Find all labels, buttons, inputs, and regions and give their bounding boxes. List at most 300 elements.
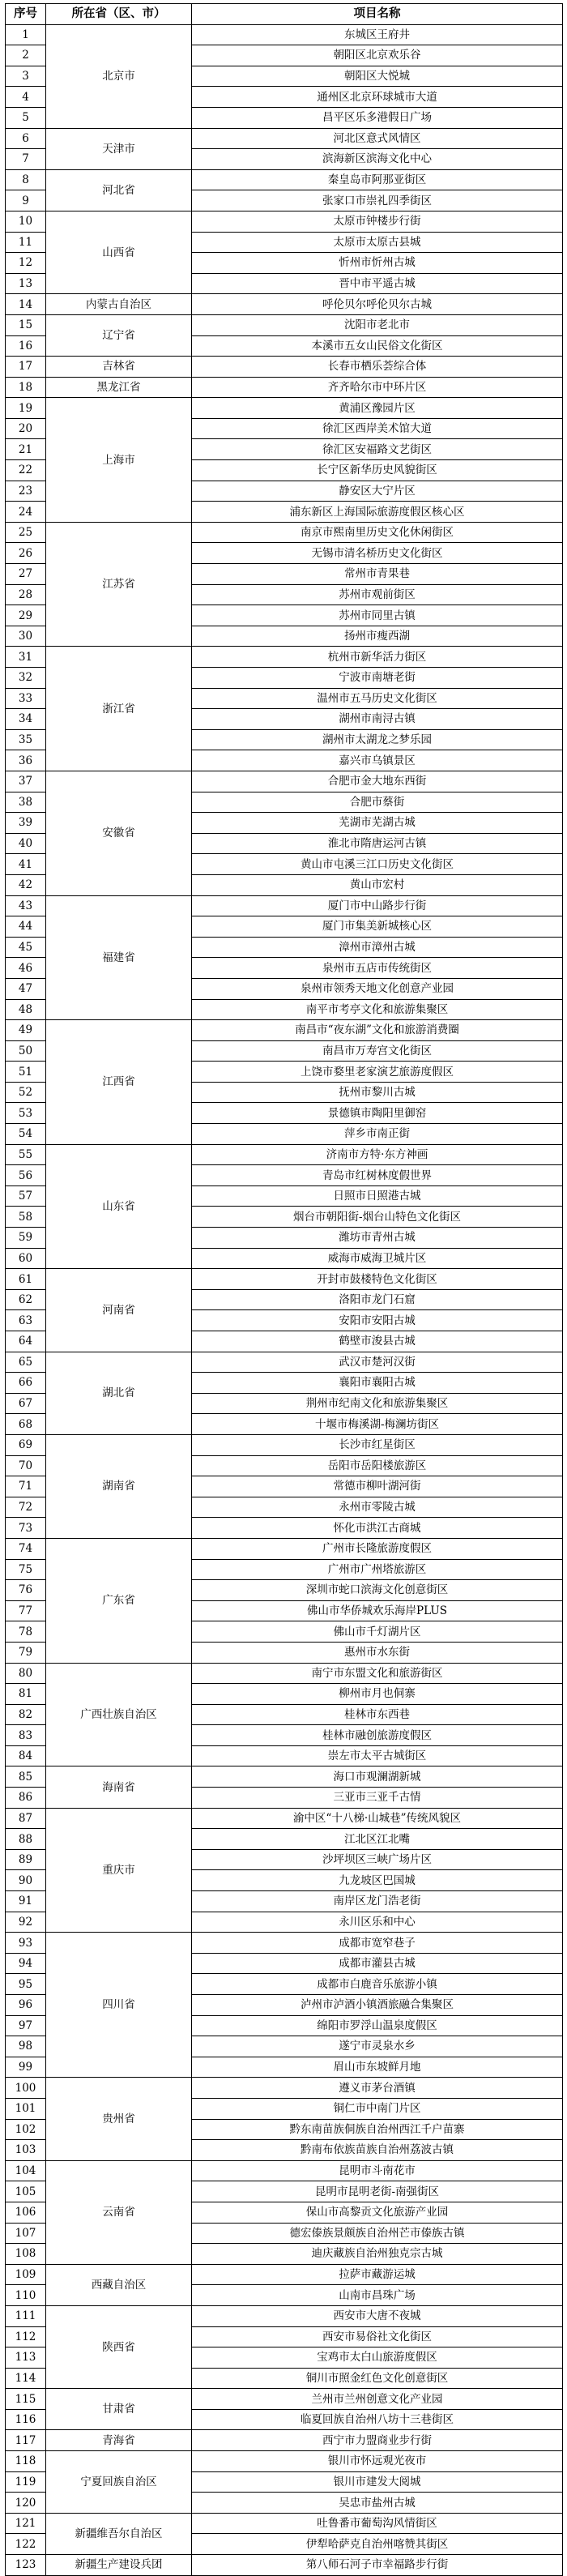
project-name-cell: 长宁区新华历史风貌街区 xyxy=(192,460,563,481)
table-row xyxy=(6,2513,563,2534)
row-index: 9 xyxy=(6,190,46,211)
row-index: 97 xyxy=(6,2015,46,2036)
table-row xyxy=(6,1020,563,1041)
row-index: 42 xyxy=(6,874,46,895)
province-cell: 湖南省 xyxy=(46,1434,192,1538)
row-index: 22 xyxy=(6,460,46,481)
row-index: 50 xyxy=(6,1040,46,1062)
header-project-name: 项目名称 xyxy=(192,4,563,25)
project-name-cell: 武汉市楚河汉街 xyxy=(192,1352,563,1373)
row-index: 119 xyxy=(6,2471,46,2493)
project-name-cell: 芜湖市芜湖古城 xyxy=(192,813,563,834)
project-name-cell: 怀化市洪江古商城 xyxy=(192,1518,563,1539)
project-name-cell: 温州市五马历史文化街区 xyxy=(192,688,563,709)
project-name-cell: 柳州市月也侗寨 xyxy=(192,1684,563,1705)
row-index: 109 xyxy=(6,2264,46,2285)
project-name-cell: 萍乡市南正街 xyxy=(192,1124,563,1145)
project-name-cell: 无锡市清名桥历史文化街区 xyxy=(192,543,563,564)
project-name-cell: 十堰市梅溪湖-梅澜坊街区 xyxy=(192,1414,563,1435)
project-name-cell: 济南市方特·东方神画 xyxy=(192,1144,563,1165)
row-index: 31 xyxy=(6,647,46,668)
row-index: 21 xyxy=(6,439,46,460)
province-cell: 江西省 xyxy=(46,1020,192,1145)
row-index: 12 xyxy=(6,253,46,274)
row-index: 112 xyxy=(6,2326,46,2347)
project-name-cell: 永州市零陵古城 xyxy=(192,1497,563,1518)
province-cell: 江苏省 xyxy=(46,522,192,647)
project-name-cell: 沙坪坝区三峡广场片区 xyxy=(192,1849,563,1870)
row-index: 94 xyxy=(6,1953,46,1974)
row-index: 39 xyxy=(6,813,46,834)
table-row xyxy=(6,2555,563,2576)
project-name-cell: 滨海新区滨海文化中心 xyxy=(192,149,563,170)
project-name-cell: 南京市熙南里历史文化休闲街区 xyxy=(192,522,563,543)
project-name-cell: 遵义市茅台酒镇 xyxy=(192,2078,563,2099)
row-index: 107 xyxy=(6,2223,46,2244)
project-name-cell: 广州市广州塔旅游区 xyxy=(192,1559,563,1580)
row-index: 68 xyxy=(6,1414,46,1435)
province-cell: 陕西省 xyxy=(46,2305,192,2388)
row-index: 83 xyxy=(6,1725,46,1746)
row-index: 73 xyxy=(6,1518,46,1539)
province-cell: 北京市 xyxy=(46,24,192,128)
row-index: 98 xyxy=(6,2036,46,2057)
province-cell: 天津市 xyxy=(46,128,192,169)
table-row xyxy=(6,169,563,190)
row-index: 44 xyxy=(6,916,46,938)
project-name-cell: 襄阳市襄阳古城 xyxy=(192,1373,563,1394)
project-name-cell: 拉萨市藏游运城 xyxy=(192,2264,563,2285)
row-index: 4 xyxy=(6,87,46,108)
row-index: 47 xyxy=(6,978,46,999)
row-index: 91 xyxy=(6,1891,46,1912)
row-index: 117 xyxy=(6,2430,46,2451)
project-name-cell: 江北区江北嘴 xyxy=(192,1829,563,1850)
project-name-cell: 广州市长隆旅游度假区 xyxy=(192,1538,563,1559)
project-name-cell: 保山市高黎贡文化旅游产业园 xyxy=(192,2202,563,2223)
row-index: 13 xyxy=(6,273,46,294)
row-index: 41 xyxy=(6,854,46,875)
project-name-cell: 昆明市斗南花市 xyxy=(192,2160,563,2181)
project-name-cell: 东城区王府井 xyxy=(192,24,563,45)
project-name-cell: 九龙坡区巴国城 xyxy=(192,1870,563,1891)
table-row xyxy=(6,2160,563,2181)
project-name-cell: 临夏回族自治州八坊十三巷街区 xyxy=(192,2409,563,2430)
row-index: 27 xyxy=(6,564,46,585)
table-row xyxy=(6,377,563,398)
province-cell: 新疆生产建设兵团 xyxy=(46,2555,192,2576)
row-index: 111 xyxy=(6,2305,46,2326)
project-name-cell: 徐汇区安福路文艺街区 xyxy=(192,439,563,460)
project-name-cell: 开封市鼓楼特色文化街区 xyxy=(192,1269,563,1290)
row-index: 32 xyxy=(6,668,46,689)
project-name-cell: 荆州市纪南文化和旅游集聚区 xyxy=(192,1393,563,1414)
project-name-cell: 南昌市“夜东湖”文化和旅游消费圈 xyxy=(192,1020,563,1041)
project-name-cell: 常德市柳叶湖河街 xyxy=(192,1476,563,1497)
project-name-cell: 通州区北京环球城市大道 xyxy=(192,87,563,108)
project-name-cell: 浦东新区上海国际旅游度假区核心区 xyxy=(192,502,563,523)
province-cell: 吉林省 xyxy=(46,357,192,378)
row-index: 106 xyxy=(6,2202,46,2223)
project-name-cell: 眉山市东坡鲜月地 xyxy=(192,2057,563,2078)
row-index: 2 xyxy=(6,45,46,66)
project-name-cell: 德宏傣族景颇族自治州芒市傣族古镇 xyxy=(192,2223,563,2244)
project-name-cell: 昌平区乐多港假日广场 xyxy=(192,107,563,128)
project-name-cell: 海口市观澜湖新城 xyxy=(192,1766,563,1788)
table-row xyxy=(6,1434,563,1455)
province-cell: 福建省 xyxy=(46,895,192,1020)
table-row xyxy=(6,895,563,916)
project-name-cell: 兰州市兰州创意文化产业园 xyxy=(192,2389,563,2410)
row-index: 77 xyxy=(6,1600,46,1621)
table-row xyxy=(6,1766,563,1788)
province-cell: 河北省 xyxy=(46,169,192,211)
row-index: 18 xyxy=(6,377,46,398)
project-name-cell: 惠州市水东街 xyxy=(192,1642,563,1663)
row-index: 56 xyxy=(6,1165,46,1186)
row-index: 16 xyxy=(6,335,46,357)
table-row xyxy=(6,522,563,543)
project-name-cell: 太原市太原古县城 xyxy=(192,232,563,253)
table-container xyxy=(5,3,562,2572)
project-name-cell: 安阳市安阳古城 xyxy=(192,1310,563,1331)
table-row xyxy=(6,357,563,378)
project-name-cell: 吴忠市盐州古城 xyxy=(192,2493,563,2514)
row-index: 93 xyxy=(6,1933,46,1954)
row-index: 25 xyxy=(6,522,46,543)
table-row xyxy=(6,1144,563,1165)
table-row xyxy=(6,1538,563,1559)
project-name-cell: 静安区大宁片区 xyxy=(192,481,563,502)
table-row xyxy=(6,1352,563,1373)
row-index: 36 xyxy=(6,750,46,771)
row-index: 120 xyxy=(6,2493,46,2514)
project-name-cell: 嘉兴市乌镇景区 xyxy=(192,750,563,771)
row-index: 10 xyxy=(6,211,46,232)
row-index: 76 xyxy=(6,1580,46,1601)
row-index: 29 xyxy=(6,605,46,626)
table-row xyxy=(6,2078,563,2099)
row-index: 121 xyxy=(6,2513,46,2534)
row-index: 89 xyxy=(6,1849,46,1870)
project-name-cell: 湖州市太湖龙之梦乐园 xyxy=(192,729,563,750)
table-row xyxy=(6,128,563,149)
row-index: 71 xyxy=(6,1476,46,1497)
project-name-cell: 桂林市融创旅游度假区 xyxy=(192,1725,563,1746)
row-index: 40 xyxy=(6,833,46,854)
project-name-cell: 山南市昌珠广场 xyxy=(192,2285,563,2306)
row-index: 104 xyxy=(6,2160,46,2181)
row-index: 45 xyxy=(6,937,46,958)
project-name-cell: 上饶市婺里老家演艺旅游度假区 xyxy=(192,1062,563,1083)
project-name-cell: 昆明市昆明老街-南强街区 xyxy=(192,2181,563,2202)
province-cell: 西藏自治区 xyxy=(46,2264,192,2305)
row-index: 26 xyxy=(6,543,46,564)
project-name-cell: 渝中区“十八梯·山城巷”传统风貌区 xyxy=(192,1808,563,1829)
province-cell: 青海省 xyxy=(46,2430,192,2451)
project-name-cell: 伊犁哈萨克自治州喀赞其街区 xyxy=(192,2534,563,2555)
table-row xyxy=(6,398,563,419)
row-index: 30 xyxy=(6,626,46,647)
province-cell: 山西省 xyxy=(46,211,192,293)
row-index: 46 xyxy=(6,958,46,979)
row-index: 75 xyxy=(6,1559,46,1580)
table-row xyxy=(6,2264,563,2285)
row-index: 81 xyxy=(6,1684,46,1705)
row-index: 11 xyxy=(6,232,46,253)
project-name-cell: 秦皇岛市阿那亚街区 xyxy=(192,169,563,190)
project-name-cell: 朝阳区大悦城 xyxy=(192,66,563,87)
project-name-cell: 潍坊市青州古城 xyxy=(192,1228,563,1249)
row-index: 5 xyxy=(6,107,46,128)
row-index: 35 xyxy=(6,729,46,750)
project-name-cell: 岳阳市岳阳楼旅游区 xyxy=(192,1455,563,1476)
row-index: 110 xyxy=(6,2285,46,2306)
row-index: 116 xyxy=(6,2409,46,2430)
row-index: 79 xyxy=(6,1642,46,1663)
project-name-cell: 西安市大唐不夜城 xyxy=(192,2305,563,2326)
header-index: 序号 xyxy=(6,4,46,25)
project-name-cell: 南昌市万寿宫文化街区 xyxy=(192,1040,563,1062)
row-index: 64 xyxy=(6,1331,46,1352)
table-row xyxy=(6,294,563,315)
project-name-cell: 常州市青果巷 xyxy=(192,564,563,585)
province-cell: 新疆维吾尔自治区 xyxy=(46,2513,192,2554)
project-name-cell: 齐齐哈尔市中环片区 xyxy=(192,377,563,398)
row-index: 8 xyxy=(6,169,46,190)
project-name-cell: 黔南布依族苗族自治州荔波古镇 xyxy=(192,2140,563,2161)
row-index: 114 xyxy=(6,2368,46,2389)
province-cell: 宁夏回族自治区 xyxy=(46,2451,192,2514)
table-row xyxy=(6,1663,563,1684)
province-cell: 甘肃省 xyxy=(46,2389,192,2430)
project-name-cell: 抚州市黎川古城 xyxy=(192,1082,563,1103)
project-name-cell: 南岸区龙门浩老街 xyxy=(192,1891,563,1912)
row-index: 20 xyxy=(6,418,46,439)
row-index: 55 xyxy=(6,1144,46,1165)
project-name-cell: 三亚市三亚千古情 xyxy=(192,1788,563,1809)
project-name-cell: 呼伦贝尔呼伦贝尔古城 xyxy=(192,294,563,315)
province-cell: 云南省 xyxy=(46,2160,192,2264)
row-index: 38 xyxy=(6,792,46,813)
row-index: 72 xyxy=(6,1497,46,1518)
header-row xyxy=(6,4,563,25)
row-index: 99 xyxy=(6,2057,46,2078)
project-name-cell: 厦门市集美新城核心区 xyxy=(192,916,563,938)
row-index: 14 xyxy=(6,294,46,315)
project-name-cell: 南宁市东盟文化和旅游街区 xyxy=(192,1663,563,1684)
row-index: 3 xyxy=(6,66,46,87)
row-index: 78 xyxy=(6,1621,46,1643)
table-row xyxy=(6,771,563,792)
project-name-cell: 日照市日照港古城 xyxy=(192,1185,563,1207)
row-index: 65 xyxy=(6,1352,46,1373)
row-index: 17 xyxy=(6,357,46,378)
project-name-cell: 佛山市千灯湖片区 xyxy=(192,1621,563,1643)
table-body xyxy=(6,24,563,2575)
project-name-cell: 崇左市太平古城街区 xyxy=(192,1745,563,1766)
row-index: 123 xyxy=(6,2555,46,2576)
row-index: 70 xyxy=(6,1455,46,1476)
project-name-cell: 洛阳市龙门石窟 xyxy=(192,1289,563,1310)
project-name-cell: 青岛市红树林度假世界 xyxy=(192,1165,563,1186)
project-name-cell: 忻州市忻州古城 xyxy=(192,253,563,274)
project-name-cell: 泉州市五店市传统街区 xyxy=(192,958,563,979)
row-index: 118 xyxy=(6,2451,46,2472)
project-name-cell: 威海市威海卫城片区 xyxy=(192,1248,563,1269)
table-row xyxy=(6,1808,563,1829)
province-cell: 内蒙古自治区 xyxy=(46,294,192,315)
row-index: 34 xyxy=(6,709,46,730)
project-name-cell: 成都市宽窄巷子 xyxy=(192,1933,563,1954)
row-index: 66 xyxy=(6,1373,46,1394)
row-index: 58 xyxy=(6,1207,46,1228)
row-index: 108 xyxy=(6,2244,46,2265)
project-name-cell: 宁波市南塘老街 xyxy=(192,668,563,689)
project-name-cell: 长春市栖乐荟综合体 xyxy=(192,357,563,378)
row-index: 74 xyxy=(6,1538,46,1559)
project-name-cell: 漳州市漳州古城 xyxy=(192,937,563,958)
table-row xyxy=(6,24,563,45)
row-index: 95 xyxy=(6,1974,46,1995)
province-cell: 浙江省 xyxy=(46,647,192,771)
row-index: 48 xyxy=(6,999,46,1020)
row-index: 33 xyxy=(6,688,46,709)
project-name-cell: 沈阳市老北市 xyxy=(192,314,563,335)
row-index: 115 xyxy=(6,2389,46,2410)
row-index: 23 xyxy=(6,481,46,502)
row-index: 103 xyxy=(6,2140,46,2161)
table-row xyxy=(6,2305,563,2326)
project-name-cell: 佛山市华侨城欢乐海岸PLUS xyxy=(192,1600,563,1621)
row-index: 6 xyxy=(6,128,46,149)
project-name-cell: 泉州市领秀天地文化创意产业园 xyxy=(192,978,563,999)
province-cell: 广东省 xyxy=(46,1538,192,1663)
row-index: 52 xyxy=(6,1082,46,1103)
row-index: 51 xyxy=(6,1062,46,1083)
project-table xyxy=(5,3,563,2576)
row-index: 96 xyxy=(6,1995,46,2016)
project-name-cell: 鹤壁市浚县古城 xyxy=(192,1331,563,1352)
row-index: 53 xyxy=(6,1103,46,1124)
project-name-cell: 徐汇区西岸美术馆大道 xyxy=(192,418,563,439)
row-index: 86 xyxy=(6,1788,46,1809)
row-index: 88 xyxy=(6,1829,46,1850)
row-index: 85 xyxy=(6,1766,46,1788)
project-name-cell: 宝鸡市太白山旅游度假区 xyxy=(192,2347,563,2369)
project-name-cell: 合肥市金大地东西街 xyxy=(192,771,563,792)
row-index: 15 xyxy=(6,314,46,335)
project-name-cell: 桂林市东西巷 xyxy=(192,1704,563,1725)
project-name-cell: 深圳市蛇口滨海文化创意街区 xyxy=(192,1580,563,1601)
project-name-cell: 苏州市观前街区 xyxy=(192,584,563,605)
project-name-cell: 杭州市新华活力街区 xyxy=(192,647,563,668)
province-cell: 四川省 xyxy=(46,1933,192,2078)
row-index: 60 xyxy=(6,1248,46,1269)
row-index: 113 xyxy=(6,2347,46,2369)
project-name-cell: 黄山市屯溪三江口历史文化街区 xyxy=(192,854,563,875)
project-name-cell: 扬州市瘦西湖 xyxy=(192,626,563,647)
project-name-cell: 第八师石河子市幸福路步行街 xyxy=(192,2555,563,2576)
project-name-cell: 朝阳区北京欢乐谷 xyxy=(192,45,563,66)
row-index: 122 xyxy=(6,2534,46,2555)
row-index: 90 xyxy=(6,1870,46,1891)
province-cell: 广西壮族自治区 xyxy=(46,1663,192,1766)
province-cell: 辽宁省 xyxy=(46,314,192,356)
row-index: 105 xyxy=(6,2181,46,2202)
row-index: 87 xyxy=(6,1808,46,1829)
project-name-cell: 成都市白鹿音乐旅游小镇 xyxy=(192,1974,563,1995)
project-name-cell: 晋中市平遥古城 xyxy=(192,273,563,294)
province-cell: 上海市 xyxy=(46,398,192,523)
project-name-cell: 西宁市力盟商业步行街 xyxy=(192,2430,563,2451)
row-index: 54 xyxy=(6,1124,46,1145)
row-index: 28 xyxy=(6,584,46,605)
project-name-cell: 合肥市蔡街 xyxy=(192,792,563,813)
project-name-cell: 铜仁市中南门片区 xyxy=(192,2098,563,2119)
header-province: 所在省（区、市） xyxy=(46,4,192,25)
province-cell: 贵州省 xyxy=(46,2078,192,2160)
row-index: 59 xyxy=(6,1228,46,1249)
project-name-cell: 本溪市五女山民俗文化街区 xyxy=(192,335,563,357)
row-index: 92 xyxy=(6,1912,46,1933)
row-index: 102 xyxy=(6,2119,46,2140)
table-row xyxy=(6,211,563,232)
row-index: 82 xyxy=(6,1704,46,1725)
row-index: 24 xyxy=(6,502,46,523)
row-index: 69 xyxy=(6,1434,46,1455)
project-name-cell: 遂宁市灵泉水乡 xyxy=(192,2036,563,2057)
project-name-cell: 南平市考亭文化和旅游集聚区 xyxy=(192,999,563,1020)
project-name-cell: 长沙市红星街区 xyxy=(192,1434,563,1455)
table-row xyxy=(6,2430,563,2451)
project-name-cell: 湖州市南浔古镇 xyxy=(192,709,563,730)
project-name-cell: 吐鲁番市葡萄沟风情街区 xyxy=(192,2513,563,2534)
project-name-cell: 黔东南苗族侗族自治州西江千户苗寨 xyxy=(192,2119,563,2140)
row-index: 19 xyxy=(6,398,46,419)
project-name-cell: 河北区意式风情区 xyxy=(192,128,563,149)
project-name-cell: 西安市易俗社文化街区 xyxy=(192,2326,563,2347)
project-name-cell: 太原市钟楼步行街 xyxy=(192,211,563,232)
row-index: 80 xyxy=(6,1663,46,1684)
row-index: 37 xyxy=(6,771,46,792)
province-cell: 河南省 xyxy=(46,1269,192,1352)
table-row xyxy=(6,2451,563,2472)
project-name-cell: 淮北市隋唐运河古镇 xyxy=(192,833,563,854)
project-name-cell: 苏州市同里古镇 xyxy=(192,605,563,626)
project-name-cell: 张家口市崇礼四季街区 xyxy=(192,190,563,211)
province-cell: 山东省 xyxy=(46,1144,192,1269)
project-name-cell: 成都市灌县古城 xyxy=(192,1953,563,1974)
row-index: 1 xyxy=(6,24,46,45)
row-index: 63 xyxy=(6,1310,46,1331)
row-index: 57 xyxy=(6,1185,46,1207)
row-index: 84 xyxy=(6,1745,46,1766)
table-row xyxy=(6,314,563,335)
province-cell: 湖北省 xyxy=(46,1352,192,1434)
project-name-cell: 厦门市中山路步行街 xyxy=(192,895,563,916)
project-name-cell: 迪庆藏族自治州独克宗古城 xyxy=(192,2244,563,2265)
table-row xyxy=(6,647,563,668)
row-index: 100 xyxy=(6,2078,46,2099)
project-name-cell: 黄浦区豫园片区 xyxy=(192,398,563,419)
province-cell: 重庆市 xyxy=(46,1808,192,1933)
row-index: 67 xyxy=(6,1393,46,1414)
row-index: 49 xyxy=(6,1020,46,1041)
table-row xyxy=(6,2389,563,2410)
project-name-cell: 铜川市照金红色文化创意街区 xyxy=(192,2368,563,2389)
project-name-cell: 烟台市朝阳街-烟台山特色文化街区 xyxy=(192,1207,563,1228)
